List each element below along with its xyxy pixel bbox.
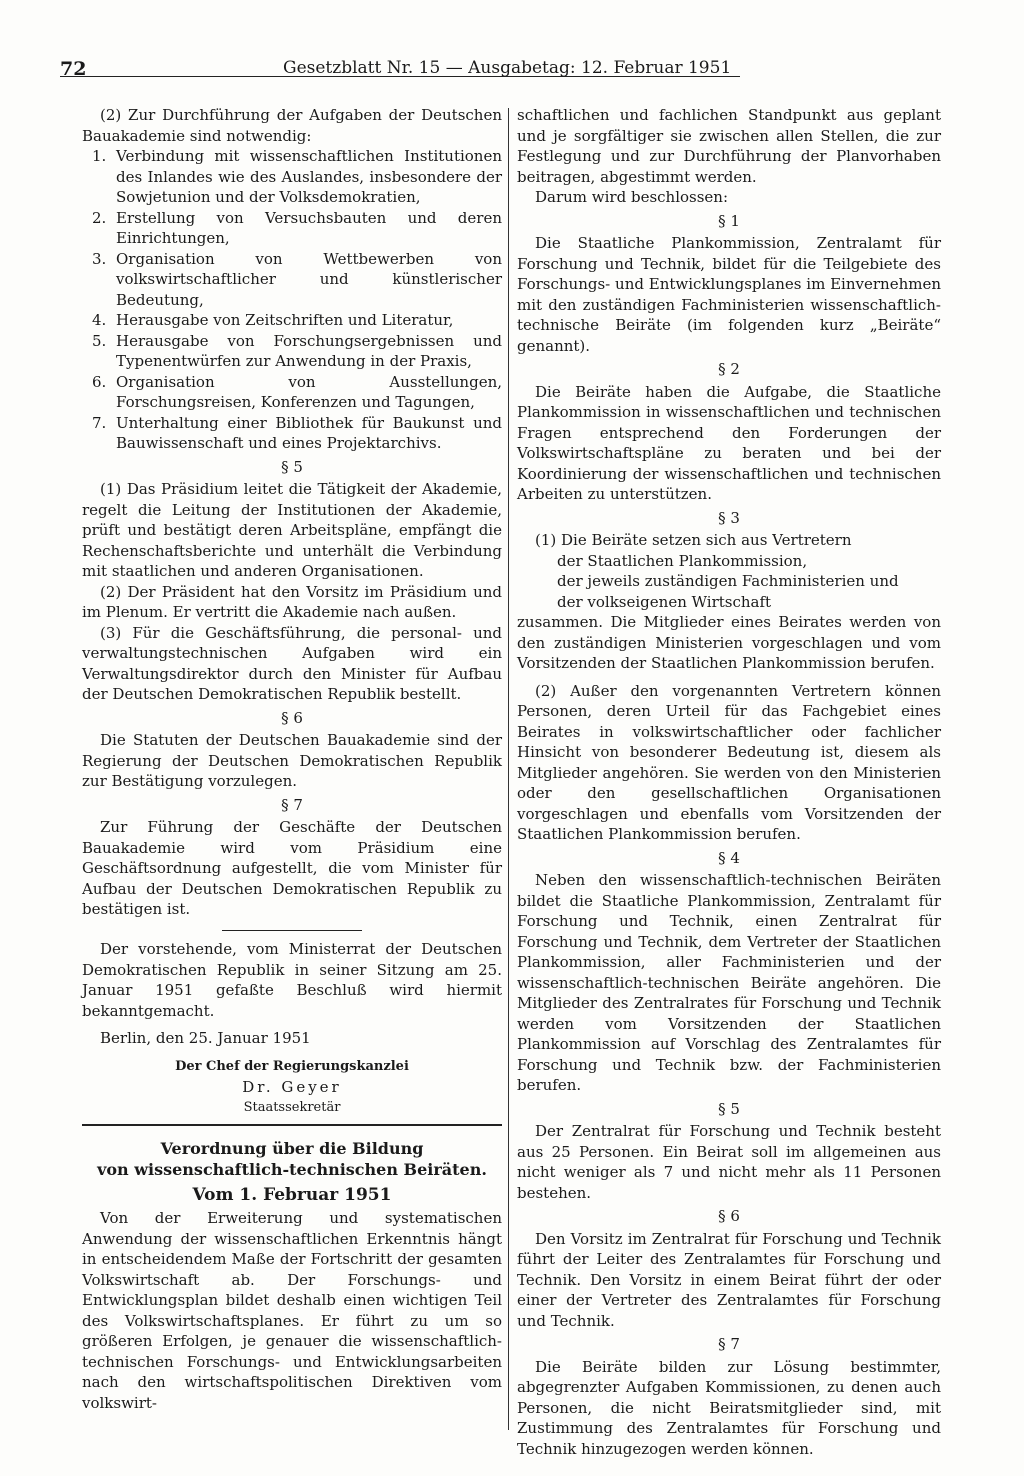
- member-item: der volkseigenen Wirtschaft: [557, 592, 772, 611]
- paragraph: (2) Der Präsident hat den Vorsitz im Präsidium und im Plenum. Er vertritt die Akademie nach außen.: [82, 582, 502, 621]
- section-heading: § 5: [718, 1099, 740, 1118]
- section-heading: § 1: [718, 211, 740, 230]
- paragraph: Zur Führung der Geschäfte der Deutschen Bauakademie wird vom Präsidium eine Geschäftsordnung aufgestellt, die vom Minister für Aufbau der Deutschen Demokratischen Republik zu bestätigen ist.: [82, 818, 502, 918]
- column-divider: [508, 108, 509, 1430]
- list-item: [82, 331, 502, 372]
- list-item: [82, 146, 502, 208]
- member-list: [517, 551, 941, 613]
- section-heading: § 2: [718, 360, 740, 378]
- section-heading: § 4: [718, 848, 740, 867]
- closing-paragraph: Der vorstehende, vom Ministerrat der Deutschen Demokratischen Republik in seiner Sitzung am 25. Januar 1951 gefaßte Beschluß wird hiermit bekanntgemacht.: [82, 940, 502, 1020]
- paragraph: (1) Die Beiräte setzen sich aus Vertretern: [535, 531, 852, 549]
- member-item: der jeweils zuständigen Fachministerien und: [557, 572, 899, 590]
- list-item: [82, 372, 502, 413]
- separator-rule: [222, 930, 362, 932]
- list-number: 7.: [92, 413, 107, 432]
- list-number: 6.: [92, 372, 107, 391]
- paragraph: schaftlichen und fachlichen Standpunkt aus geplant und je sorgfältiger sie zwischen allen Stellen, die zur Festlegung und zur Durchführung der Planvorhaben beitragen, abgestimmt werden.: [517, 106, 941, 186]
- paragraph: Die Statuten der Deutschen Bauakademie sind der Regierung der Deutschen Demokratischen Republik zur Bestätigung vorzulegen.: [82, 731, 502, 790]
- signatory-name: Dr. Geyer: [242, 1078, 342, 1096]
- list-text: Organisation von Ausstellungen, Forschungsreisen, Konferenzen und Tagungen,: [116, 372, 502, 411]
- right-column: [517, 105, 941, 1459]
- list-text: Herausgabe von Zeitschriften und Literatur,: [116, 311, 454, 329]
- list-number: 3.: [92, 249, 107, 268]
- task-list: [82, 146, 502, 454]
- list-text: Organisation von Wettbewerben von volkswirtschaftlicher und künstlerischer Bedeutung,: [116, 249, 502, 309]
- section-heading: § 7: [718, 1335, 740, 1353]
- separator-rule: [82, 1124, 502, 1126]
- list-number: 4.: [92, 311, 107, 329]
- signatory-title: Staatssekretär: [243, 1099, 341, 1115]
- section-heading: § 6: [281, 708, 303, 727]
- signatory-org: Der Chef der Regierungskanzlei: [175, 1058, 409, 1074]
- paragraph: Der Zentralrat für Forschung und Technik besteht aus 25 Personen. Ein Beirat soll im allgemeinen aus nicht weniger als 7 und nicht mehr als 11 Personen bestehen.: [517, 1122, 941, 1202]
- list-text: Verbindung mit wissenschaftlichen Institutionen des Inlandes wie des Auslandes, insbesondere der Sowjetunion und der Volksdemokratien,: [116, 147, 502, 206]
- decree-date: Vom 1. Februar 1951: [192, 1184, 392, 1205]
- paragraph: (3) Für die Geschäftsführung, die personal- und verwaltungstechnischen Aufgaben wird ein Verwaltungsdirektor durch den Minister für Aufbau der Deutschen Demokratischen Republik bestellt.: [82, 623, 502, 703]
- paragraph-4-2: (2) Zur Durchführung der Aufgaben der Deutschen Bauakademie sind notwendig:: [82, 106, 502, 145]
- member-item: der Staatlichen Plankommission,: [557, 551, 808, 570]
- list-text: Erstellung von Versuchsbauten und deren Einrichtungen,: [116, 208, 502, 247]
- list-number: 5.: [92, 331, 107, 350]
- paragraph: zusammen. Die Mitglieder eines Beirates werden von den zuständigen Ministerien vorgeschlagen und vom Vorsitzenden der Staatlichen Plankommission berufen.: [517, 613, 941, 672]
- list-text: Unterhaltung einer Bibliothek für Baukunst und Bauwissenschaft und eines Projektarchivs.: [116, 413, 502, 452]
- list-number: 2.: [92, 208, 107, 227]
- decree-title: Verordnung über die Bildung: [160, 1138, 424, 1158]
- paragraph: Die Beiräte bilden zur Lösung bestimmter, abgegrenzter Aufgaben Kommissionen, zu denen auch Personen, die nicht Beiratsmitglieder sind, mit Zustimmung des Zentralamtes für Forschung und Technik hinzugezogen werden können.: [517, 1357, 941, 1458]
- paragraph: Die Staatliche Plankommission, Zentralamt für Forschung und Technik, bildet für die Teilgebiete des Forschungs- und Entwicklungsplanes im Einvernehmen mit den zuständigen Fachministerien wissenschaftlich-technische Beiräte (im folgenden kurz „Beiräte“ genannt).: [517, 234, 941, 355]
- left-column: [82, 105, 502, 1413]
- decree-title: von wissenschaftlich-technischen Beiräten.: [97, 1159, 487, 1179]
- list-item: [82, 208, 502, 249]
- paragraph: Darum wird beschlossen:: [535, 188, 729, 206]
- paragraph: Den Vorsitz im Zentralrat für Forschung und Technik führt der Leiter des Zentralamtes für Forschung und Technik. Den Vorsitz in einem Beirat führt der oder einer der Vertreter des Zentralamtes für Forschung und Technik.: [517, 1229, 941, 1330]
- place-date: Berlin, den 25. Januar 1951: [100, 1029, 311, 1047]
- page-header: [60, 46, 740, 80]
- list-item: [82, 249, 502, 311]
- section-heading: § 5: [281, 457, 303, 476]
- header-title: Gesetzblatt Nr. 15 — Ausgabetag: 12. Februar 1951: [283, 58, 732, 78]
- list-text: Herausgabe von Forschungsergebnissen und Typenentwürfen zur Anwendung in der Praxis,: [116, 331, 502, 370]
- paragraph: (2) Außer den vorgenannten Vertretern können Personen, deren Urteil für das Fachgebiet eines Beirates in volkswirtschaftlicher oder fachlicher Hinsicht von besonderer Bedeutung ist, diesem als Mitglieder angehören. Sie werden von den Ministerien oder den gesellschaftlichen Organisationen vorgeschlagen und ebenfalls vom Vorsitzenden der Staatlichen Plankommission berufen.: [517, 681, 941, 843]
- section-heading: § 7: [281, 795, 303, 814]
- list-item: [82, 310, 502, 331]
- paragraph: Neben den wissenschaftlich-technischen Beiräten bildet die Staatliche Plankommission, Zentralamt für Forschung und Technik, einen Zentralrat für Forschung und Technik, dem Vertreter der Staatlichen Plankommission, aller Fachministerien und der wissenschaftlich-technischen Beiräte angehören. Die Mitglieder des Zentralrates für Forschung und Technik werden vom Vorsitzenden der Staatlichen Plankommission auf Vorschlag des Zentralamtes für Forschung und Technik bzw. der Fachministerien berufen.: [517, 871, 941, 1094]
- paragraph: (1) Das Präsidium leitet die Tätigkeit der Akademie, regelt die Leitung der Institutionen der Akademie, prüft und bestätigt deren Arbeitspläne, empfängt die Rechenschaftsberichte und unterhält die Verbindung mit staatlichen und anderen Organisationen.: [82, 480, 502, 580]
- list-item: [82, 413, 502, 454]
- paragraph: Die Beiräte haben die Aufgabe, die Staatliche Plankommission in wissenschaftlichen und technischen Fragen entsprechend den Forderungen der Volkswirtschaftspläne zu beraten und bei der Koordinierung der wissenschaftlichen und technischen Arbeiten zu unterstützen.: [517, 382, 941, 503]
- section-heading: § 6: [718, 1207, 740, 1225]
- page-number: 72: [60, 58, 87, 80]
- list-number: 1.: [92, 147, 107, 165]
- preamble-paragraph: Von der Erweiterung und systematischen Anwendung der wissenschaftlichen Erkenntnis hängt in entscheidendem Maße der Fortschritt der gesamten Volkswirtschaft ab. Der Forschungs- und Entwicklungsplan bildet deshalb einen wichtigen Teil des Volkswirtschaftsplanes. Er führt zu um so größeren Erfolgen, je genauer die wissenschaftlich-technischen Forschungs- und Entwicklungsarbeiten nach den wirtschaftspolitischen Direktiven vom volkswirt-: [82, 1209, 502, 1412]
- section-heading: § 3: [718, 508, 740, 527]
